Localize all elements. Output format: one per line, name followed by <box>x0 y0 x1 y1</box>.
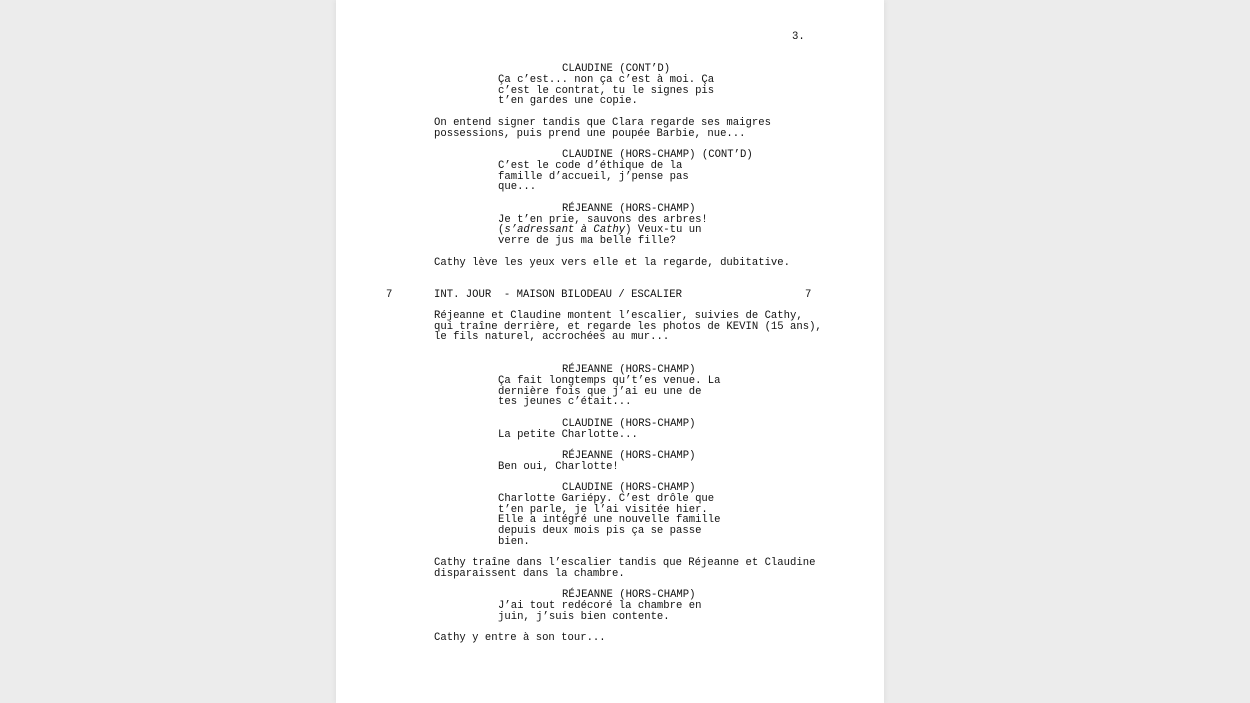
dialogue-line: J’ai tout redécoré la chambre en <box>498 600 702 612</box>
script-page <box>336 0 884 703</box>
action-line: On entend signer tandis que Clara regarde ses maigres <box>434 117 771 129</box>
character-name: CLAUDINE (HORS-CHAMP) (CONT’D) <box>562 149 753 161</box>
action-line: disparaissent dans la chambre. <box>434 567 625 580</box>
character-name: RÉJEANNE (HORS-CHAMP) <box>562 589 696 601</box>
dialogue-line: Ça c’est... non ça c’est à moi. Ça <box>498 74 715 86</box>
action-line: Cathy lève les yeux vers elle et la regarde, dubitative. <box>434 257 791 269</box>
character-name: RÉJEANNE (HORS-CHAMP) <box>562 364 696 376</box>
dialogue-line: juin, j’suis bien contente. <box>498 610 670 623</box>
action-line: possessions, puis prend une poupée Barbie, nue... <box>434 127 746 140</box>
dialogue-line: bien. <box>498 535 530 548</box>
paren-rest: ) Veux-tu un <box>625 224 702 236</box>
dialogue-line: depuis deux mois pis ça se passe <box>498 525 702 538</box>
dialogue-line: t’en gardes une copie. <box>498 95 638 108</box>
character-name: CLAUDINE (CONT’D) <box>562 63 671 75</box>
dialogue-line: Charlotte Gariépy. C’est drôle que <box>498 493 715 505</box>
dialogue-line: C’est le code d’éthique de la <box>498 160 683 172</box>
dialogue-line: Ben oui, Charlotte! <box>498 461 619 473</box>
paren-open: ( <box>498 224 505 236</box>
action-line: Réjeanne et Claudine montent l’escalier, suivies de Cathy, <box>434 310 803 322</box>
action-line: le fils naturel, accrochées au mur... <box>434 331 670 344</box>
dialogue-line: Elle a intégré une nouvelle famille <box>498 514 721 527</box>
dialogue-line: verre de jus ma belle fille? <box>498 235 677 247</box>
scene-heading: INT. JOUR - MAISON BILODEAU / ESCALIER <box>434 289 682 301</box>
dialogue-line: Ça fait longtemps qu’t’es venue. La <box>498 375 721 387</box>
action-line: qui traîne derrière, et regarde les photos de KEVIN (15 ans), <box>434 320 822 333</box>
dialogue-line: tes jeunes c’était... <box>498 396 632 409</box>
dialogue-line: que... <box>498 181 537 194</box>
dialogue-line: c’est le contrat, tu le signes pis <box>498 84 715 97</box>
scene-number-left: 7 <box>386 289 393 301</box>
dialogue-line: Je t’en prie, sauvons des arbres! <box>498 214 708 226</box>
action-line: Cathy y entre à son tour... <box>434 632 606 644</box>
character-name: RÉJEANNE (HORS-CHAMP) <box>562 203 696 215</box>
dialogue-line: t’en parle, je l’ai visitée hier. <box>498 503 708 516</box>
page-number: 3. <box>792 31 805 43</box>
action-line: Cathy traîne dans l’escalier tandis que Réjeanne et Claudine <box>434 557 816 569</box>
dialogue-line: dernière fois que j’ai eu une de <box>498 385 702 398</box>
character-name: CLAUDINE (HORS-CHAMP) <box>562 482 696 494</box>
dialogue-line: famille d’accueil, j’pense pas <box>498 170 689 183</box>
scene-number-right: 7 <box>805 289 812 301</box>
dialogue-line: La petite Charlotte... <box>498 429 638 441</box>
character-name: RÉJEANNE (HORS-CHAMP) <box>562 450 696 462</box>
character-name: CLAUDINE (HORS-CHAMP) <box>562 418 696 430</box>
paren-italic-text: s’adressant à Cathy <box>504 224 626 236</box>
